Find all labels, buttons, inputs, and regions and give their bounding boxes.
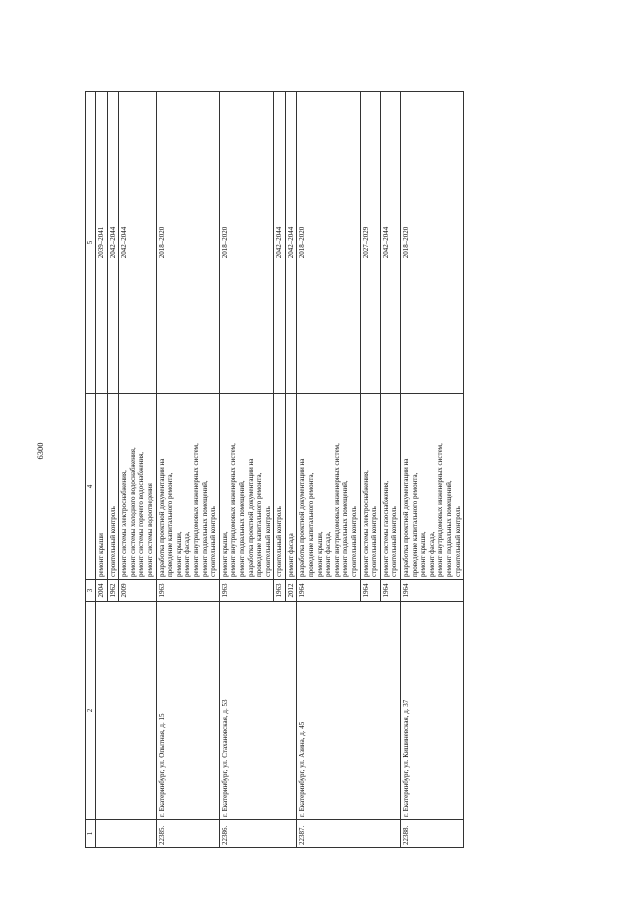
cell-line: 2018–2020: [298, 226, 307, 259]
cell-line: проведение капитального ремонта,: [410, 472, 419, 577]
period-cell: [219, 92, 274, 394]
cell-line: ремонт внутридомовых инженерных систем,: [436, 443, 445, 577]
cell-line: ремонт системы холодного водоснабжения,: [128, 447, 137, 577]
cell-line: 2042–2044: [286, 226, 295, 259]
header-row: [86, 92, 96, 848]
cell-line: ремонт крыши,: [174, 531, 183, 577]
year-cell: [401, 580, 464, 602]
year-cell: [274, 580, 286, 602]
object-number-cell: [219, 820, 297, 848]
cell-line: г. Екатеринбург, ул. Опытная, д. 15: [157, 713, 166, 817]
year-cell: [119, 580, 156, 602]
cell-line: строительный контроль: [263, 506, 272, 577]
period-cell: [156, 92, 219, 394]
year-cell: [96, 580, 108, 602]
cell-line: ремонт системы электроснабжения,: [361, 470, 370, 577]
cell-line: ремонт подвальных помещений,: [444, 480, 453, 577]
cell-line: 2027–2029: [361, 226, 370, 259]
cell-line: разработка проектной документации на: [157, 458, 166, 577]
cell-line: ремонт крыши,: [419, 531, 428, 577]
period-cell: [96, 92, 108, 394]
cell-line: ремонт крыши,: [315, 531, 324, 577]
cell-line: строительный контроль: [209, 506, 218, 577]
cell-line: проведение капитального ремонта,: [166, 472, 175, 577]
period-cell: [285, 92, 297, 394]
address-cell: [297, 602, 401, 820]
cell-line: 1963: [157, 583, 166, 598]
year-cell: [360, 580, 380, 602]
cell-line: 2042–2044: [275, 226, 284, 259]
cell-line: ремонт подвальных помещений,: [200, 480, 209, 577]
header-cell-4: 4: [86, 394, 96, 580]
cell-line: разработка проектной документации на: [402, 458, 410, 577]
work-cell: [285, 394, 297, 580]
cell-line: 1964: [298, 583, 307, 598]
work-cell: [380, 394, 400, 580]
cell-line: проведение капитального ремонта,: [255, 472, 264, 577]
year-cell: [297, 580, 360, 602]
cell-line: г. Екатеринбург, ул. Стахановская, д. 53: [220, 699, 229, 817]
header-cell-5: 5: [86, 92, 96, 394]
year-cell: [380, 580, 400, 602]
cell-line: 2042–2044: [381, 226, 390, 259]
work-cell: [96, 394, 108, 580]
table-row: [401, 92, 464, 848]
cell-line: ремонт подвальных помещений,: [341, 480, 350, 577]
cell-line: 1964: [402, 583, 410, 598]
address-cell: [219, 602, 297, 820]
work-cell: [401, 394, 464, 580]
cell-line: ремонт системы горячего водоснабжения,: [137, 451, 146, 577]
cell-line: 2039–2041: [97, 226, 105, 259]
cell-line: строительный контроль: [370, 506, 379, 577]
cell-line: разработка проектной документации на: [298, 458, 307, 577]
cell-line: ремонт крыши,: [220, 531, 229, 577]
address-cell: [401, 602, 464, 820]
page-number: 6300: [35, 442, 45, 460]
table-row: [219, 92, 274, 848]
work-cell: [360, 394, 380, 580]
address-cell: [96, 602, 157, 820]
cell-line: 1964: [361, 583, 370, 598]
year-cell: [107, 580, 119, 602]
cell-line: 2018–2020: [220, 226, 229, 259]
year-cell: [285, 580, 297, 602]
cell-line: 2042–2044: [120, 226, 129, 259]
header-cell-2: 2: [86, 602, 96, 820]
cell-line: ремонт системы электроснабжения,: [120, 470, 129, 577]
work-cell: [274, 394, 286, 580]
rotated-table-container: [85, 92, 588, 848]
work-cell: [156, 394, 219, 580]
cell-line: ремонт подвальных помещений,: [237, 480, 246, 577]
cell-line: строительный контроль: [350, 506, 359, 577]
cell-line: 2018–2020: [157, 226, 166, 259]
cell-line: ремонт внутридомовых инженерных систем,: [332, 443, 341, 577]
year-cell: [219, 580, 274, 602]
period-cell: [107, 92, 119, 394]
cell-line: 2042–2044: [108, 226, 117, 259]
work-cell: [107, 394, 119, 580]
cell-line: 2009: [120, 583, 129, 598]
cell-line: строительный контроль: [275, 506, 284, 577]
cell-line: строительный контроль: [390, 506, 399, 577]
cell-line: 22388.: [402, 825, 410, 845]
cell-line: проведение капитального ремонта,: [307, 472, 316, 577]
cell-line: 2012: [286, 583, 295, 598]
header-cell-1: 1: [86, 820, 96, 848]
cell-line: 1963: [275, 583, 284, 598]
period-cell: [297, 92, 360, 394]
period-cell: [401, 92, 464, 394]
table-row: [297, 92, 360, 848]
cell-line: строительный контроль: [108, 506, 117, 577]
cell-line: 1962: [108, 583, 117, 598]
object-number-cell: [297, 820, 401, 848]
cell-line: 22385.: [157, 825, 166, 845]
object-number-cell: [96, 820, 157, 848]
repair-schedule-table: [85, 91, 464, 848]
object-number-cell: [401, 820, 464, 848]
work-cell: [297, 394, 360, 580]
cell-line: ремонт внутридомовых инженерных систем,: [191, 443, 200, 577]
work-cell: [219, 394, 274, 580]
cell-line: ремонт системы газоснабжения,: [381, 480, 390, 577]
cell-line: ремонт фасада,: [183, 531, 192, 577]
cell-line: 2018–2020: [402, 226, 410, 259]
header-cell-3: 3: [86, 580, 96, 602]
year-cell: [156, 580, 219, 602]
cell-line: г. Екатеринбург, ул. Азина, д. 45: [298, 721, 307, 817]
period-cell: [360, 92, 380, 394]
cell-line: ремонт фасада,: [324, 531, 333, 577]
cell-line: строительный контроль: [453, 506, 462, 577]
period-cell: [119, 92, 156, 394]
cell-line: ремонт внутридомовых инженерных систем,: [229, 443, 238, 577]
cell-line: ремонт крыши: [97, 533, 105, 577]
work-cell: [119, 394, 156, 580]
cell-line: ремонт фасада,: [427, 531, 436, 577]
table-row: [156, 92, 219, 848]
address-cell: [156, 602, 219, 820]
table-body: [86, 92, 464, 848]
object-number-cell: [156, 820, 219, 848]
period-cell: [274, 92, 286, 394]
cell-line: 1964: [381, 583, 390, 598]
cell-line: г. Екатеринбург, ул. Кишиневская, д. 37: [402, 699, 410, 817]
cell-line: 2004: [97, 583, 105, 598]
cell-line: 1963: [220, 583, 229, 598]
table-row: [96, 92, 108, 848]
cell-line: 22386.: [220, 825, 229, 845]
cell-line: разработка проектной документации на: [246, 458, 255, 577]
period-cell: [380, 92, 400, 394]
cell-line: ремонт системы водоотведения: [145, 483, 154, 577]
cell-line: ремонт фасада: [286, 533, 295, 577]
cell-line: 22387.: [298, 825, 307, 845]
